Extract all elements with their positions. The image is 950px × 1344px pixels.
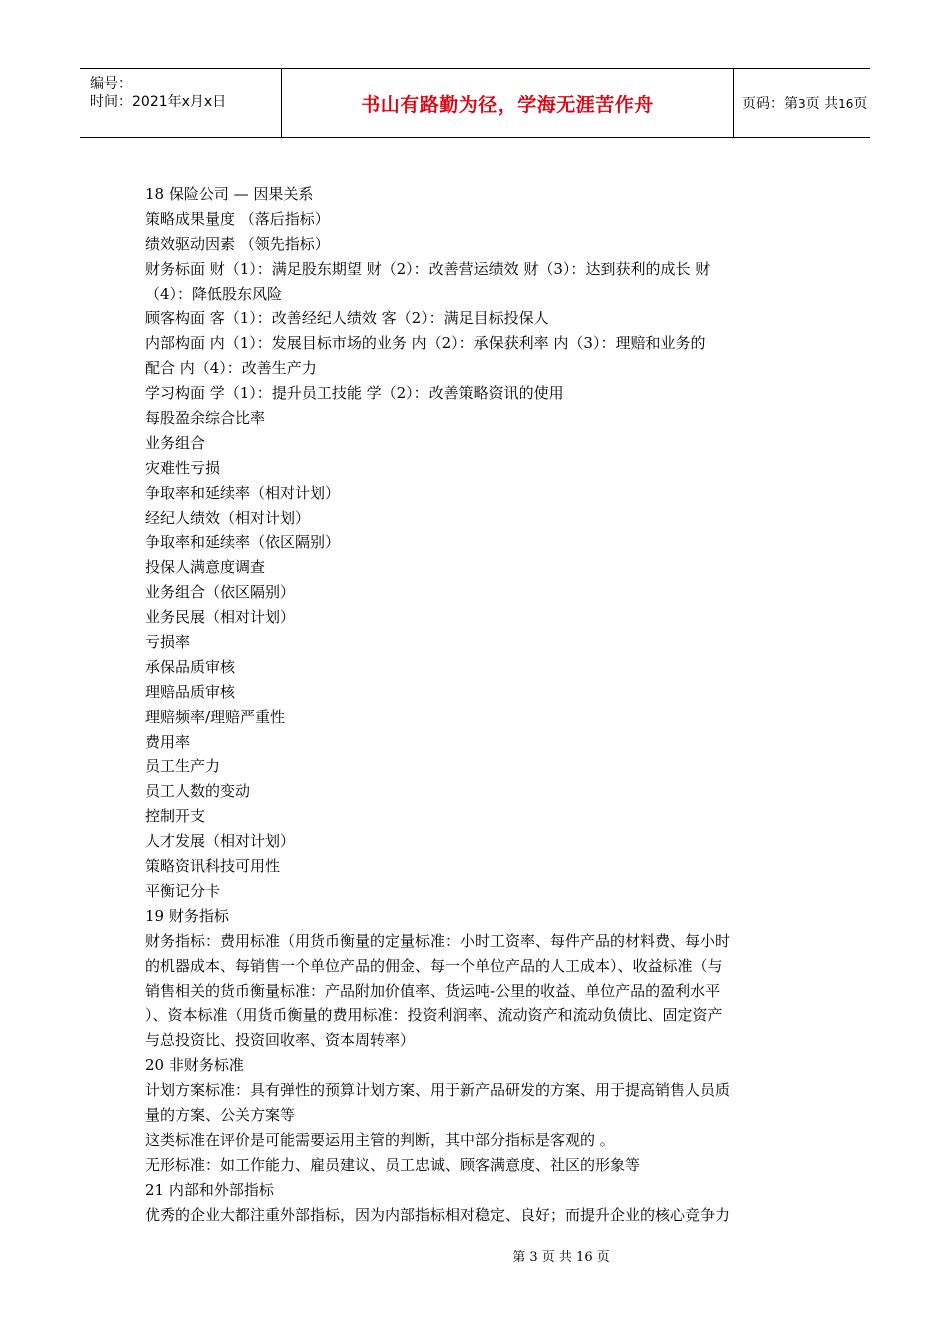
body-text-line: 21 内部和外部指标 bbox=[145, 1180, 274, 1199]
page-total: 16 bbox=[838, 97, 854, 111]
body-text-line: 策略资讯科技可用性 bbox=[145, 857, 281, 876]
body-text-line: 学习构面 学（1）：提升员工技能 学（2）：改善策略资讯的使用 bbox=[145, 384, 564, 403]
body-text-line: 业务民展（相对计划） bbox=[145, 608, 296, 627]
header-page-cell bbox=[734, 69, 870, 137]
document-number-label: 编号： bbox=[90, 76, 132, 92]
document-body bbox=[145, 182, 813, 1227]
page-header bbox=[80, 68, 870, 138]
body-text-line: 费用率 bbox=[145, 732, 191, 751]
body-text-line: 绩效驱动因素 （领先指标） bbox=[145, 234, 330, 253]
body-text-line: 每股盈余综合比率 bbox=[145, 409, 266, 428]
header-meta-cell bbox=[80, 69, 282, 137]
body-text-line: 优秀的企业大都注重外部指标，因为内部指标相对稳定、良好；而提升企业的核心竞争力 bbox=[145, 1205, 731, 1224]
body-text-line: 平衡记分卡 bbox=[145, 881, 221, 900]
body-text-line: 经纪人绩效（相对计划） bbox=[145, 508, 311, 527]
body-text-line: 的机器成本、每销售一个单位产品的佣金、每一个单位产品的人工成本）、收益标准（与 bbox=[145, 956, 723, 975]
header-motto-cell bbox=[282, 69, 734, 137]
body-text-line: 配合 内（4）：改善生产力 bbox=[145, 359, 317, 378]
document-date-label: 时间：2021年x月x日 bbox=[90, 94, 227, 110]
body-text-line: 亏损率 bbox=[145, 633, 191, 652]
body-text-line: 财务指标：费用标准（用货币衡量的定量标准：小时工资率、每件产品的材料费、每小时 bbox=[145, 931, 731, 950]
body-text-line: 这类标准在评价是可能需要运用主管的判断，其中部分指标是客观的 。 bbox=[145, 1130, 615, 1149]
page-label: 页码：第 bbox=[742, 96, 798, 112]
body-text-line: 19 财务指标 bbox=[145, 906, 229, 925]
page-footer bbox=[0, 1246, 950, 1265]
body-text-line: 争取率和延续率（依区隔别） bbox=[145, 533, 341, 552]
body-text-line: ）、资本标准（用货币衡量的费用标准：投资利润率、流动资产和流动负债比、固定资产 bbox=[145, 1006, 723, 1025]
body-text-line: 财务标面 财（1）：满足股东期望 财（2）：改善营运绩效 财（3）：达到获利的成长 财 bbox=[145, 259, 711, 278]
body-text-line: 无形标准：如工作能力、雇员建议、员工忠诚、顾客满意度、社区的形象等 bbox=[145, 1155, 641, 1174]
body-text-line: 灾难性亏损 bbox=[145, 458, 221, 477]
body-text-line: 20 非财务标准 bbox=[145, 1056, 244, 1075]
body-text-line: 员工生产力 bbox=[145, 757, 221, 776]
body-text-line: 计划方案标准：具有弹性的预算计划方案、用于新产品研发的方案、用于提高销售人员质 bbox=[145, 1081, 731, 1100]
body-text-line: 内部构面 内（1）：发展目标市场的业务 内（2）：承保获利率 内（3）：理赔和业务的 bbox=[145, 334, 706, 353]
body-text-line: 顾客构面 客（1）：改善经纪人绩效 客（2）：满足目标投保人 bbox=[145, 309, 549, 328]
body-text-line: 业务组合 bbox=[145, 433, 206, 452]
body-text-line: 销售相关的货币衡量标准：产品附加价值率、货运吨-公里的收益、单位产品的盈利水平 bbox=[145, 981, 721, 1000]
body-text-line: 业务组合（依区隔别） bbox=[145, 583, 296, 602]
page-end: 页 bbox=[853, 96, 868, 112]
body-text-line: 18 保险公司 — 因果关系 bbox=[145, 185, 314, 203]
body-text-line: 策略成果量度 （落后指标） bbox=[145, 209, 330, 228]
body-text-line: 控制开支 bbox=[145, 807, 206, 826]
body-text-line: 量的方案、公关方案等 bbox=[145, 1105, 296, 1124]
page-mid: 页 共 bbox=[805, 96, 839, 112]
header-motto: 书山有路勤为径，学海无涯苦作舟 bbox=[361, 93, 654, 116]
body-text-line: 与总投资比、投资回收率、资本周转率） bbox=[145, 1031, 416, 1050]
body-text-line: 理赔频率/理赔严重性 bbox=[145, 707, 286, 726]
page-current: 3 bbox=[798, 97, 806, 111]
body-text-line: 承保品质审核 bbox=[145, 657, 236, 676]
body-text-line: 理赔品质审核 bbox=[145, 682, 236, 701]
body-text-line: 员工人数的变动 bbox=[145, 782, 251, 801]
body-text-line: （4）：降低股东风险 bbox=[145, 284, 283, 303]
footer-page-number: 第 3 页 共 16 页 bbox=[512, 1250, 610, 1265]
header-page-code bbox=[742, 93, 867, 113]
body-text-line: 人才发展（相对计划） bbox=[145, 832, 296, 851]
body-text-line: 投保人满意度调查 bbox=[145, 558, 266, 577]
body-text-line: 争取率和延续率（相对计划） bbox=[145, 483, 341, 502]
